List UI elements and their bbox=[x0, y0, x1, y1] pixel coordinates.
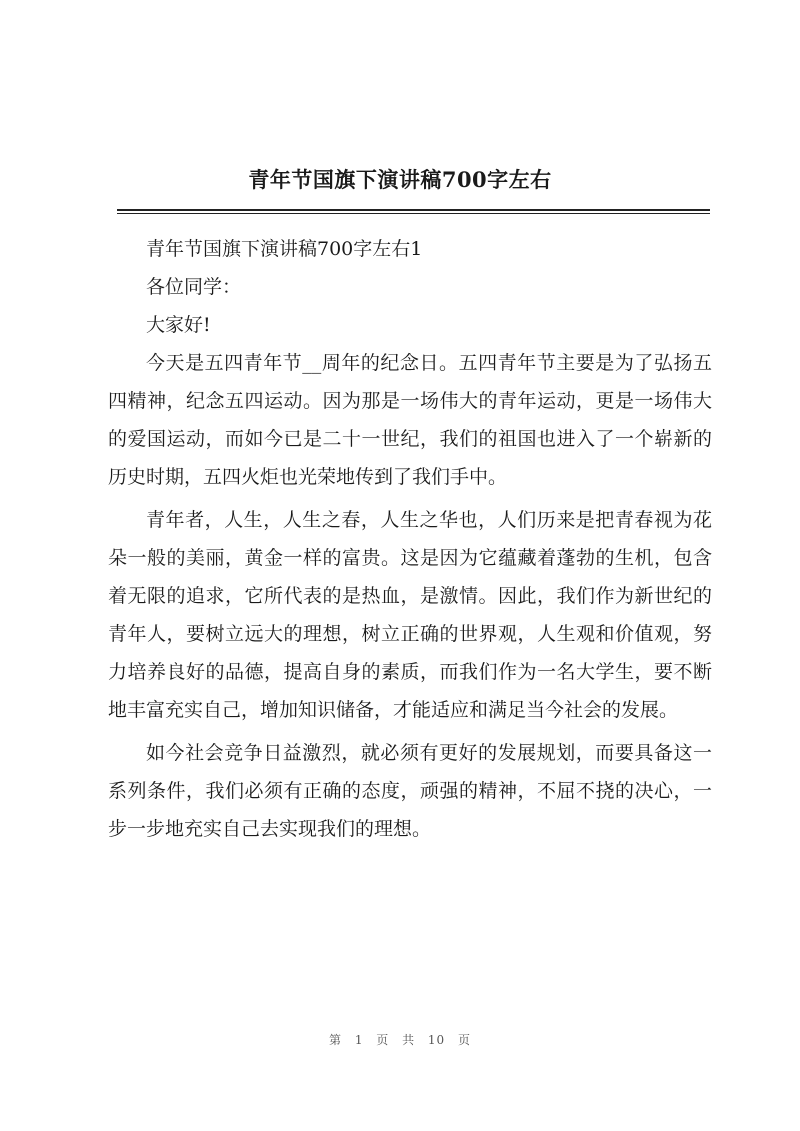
page-number: 第 1 页 共 10 页 bbox=[329, 1033, 471, 1047]
page-title: 青年节国旗下演讲稿700字左右 bbox=[248, 167, 552, 192]
document-body bbox=[108, 230, 712, 848]
body-paragraph: 青年者，人生，人生之春，人生之华也，人们历来是把青春视为花朵一般的美丽，黄金一样的富贵。这是因为它蕴藏着蓬勃的生机，包含着无限的追求，它所代表的是热血，是激情。因此，我们作为新世纪的青年人，要树立远大的理想，树立正确的世界观，人生观和价值观，努力培养良好的品德，提高自身的素质，而我们作为一名大学生，要不断地丰富充实自己，增加知识储备，才能适应和满足当今社会的发展。 bbox=[108, 509, 712, 721]
page-footer bbox=[0, 1031, 800, 1048]
salutation-paragraph: 大家好! bbox=[146, 314, 211, 336]
greeting-paragraph: 各位同学： bbox=[146, 276, 242, 298]
title-divider bbox=[117, 209, 710, 214]
subtitle-paragraph: 青年节国旗下演讲稿700字左右1 bbox=[146, 238, 423, 260]
body-paragraph: 如今社会竞争日益激烈，就必须有更好的发展规划，而要具备这一系列条件，我们必须有正确的态度，顽强的精神，不屈不挠的决心，一步一步地充实自己去实现我们的理想。 bbox=[108, 742, 712, 840]
body-paragraph: 今天是五四青年节__周年的纪念日。五四青年节主要是为了弘扬五四精神，纪念五四运动。因为那是一场伟大的青年运动，更是一场伟大的爱国运动，而如今已是二十一世纪，我们的祖国也进入了一个崭新的历史时期，五四火炬也光荣地传到了我们手中。 bbox=[108, 352, 712, 488]
